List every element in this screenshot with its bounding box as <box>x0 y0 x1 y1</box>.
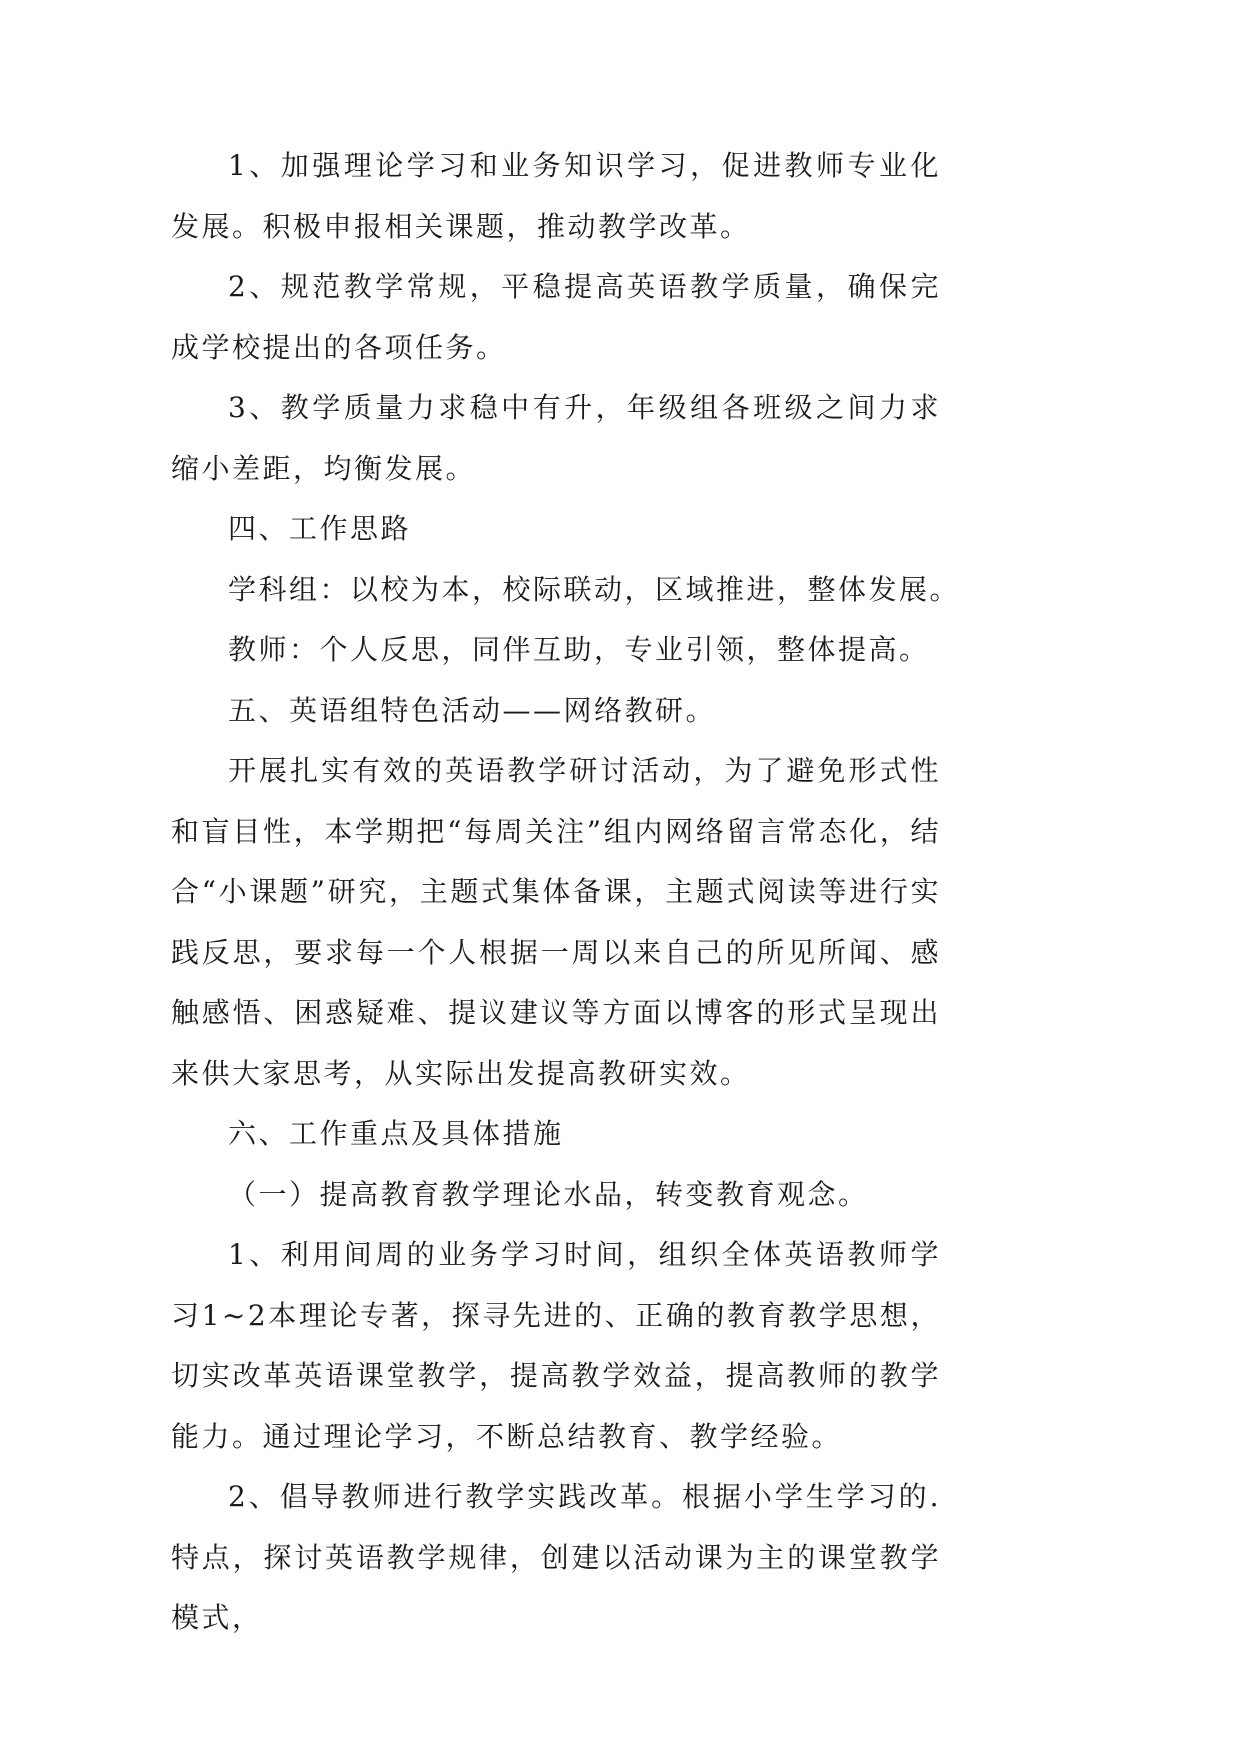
section-heading-work-approach: 四、工作思路 <box>228 512 412 545</box>
paragraph-goal-1: 1、加强理论学习和业务知识学习，促进教师专业化发展。积极申报相关课题，推动教学改革。 <box>171 149 941 243</box>
section-heading-special-activity: 五、英语组特色活动——网络教研。 <box>228 693 717 727</box>
paragraph-measure-2: 2、倡导教师进行教学实践改革。根据小学生学习的.特点，探讨英语教学规律，创建以活动课为主的课堂教学模式， <box>171 1480 941 1634</box>
paragraph-online-research: 开展扎实有效的英语教学研讨活动，为了避免形式性和盲目性，本学期把“每周关注”组内网络留言常态化，结合“小课题”研究，主题式集体备课，主题式阅读等进行实践反思，要求每一个人根据一周以来自己的所见所闻、感触感悟、困惑疑难、提议建议等方面以博客的形式呈现出来供大家思考，从实际出发提高教研实效。 <box>171 754 941 1090</box>
paragraph-goal-3: 3、教学质量力求稳中有升，年级组各班级之间力求缩小差距，均衡发展。 <box>171 391 941 485</box>
section-heading-key-measures: 六、工作重点及具体措施 <box>228 1117 564 1150</box>
document-body <box>171 136 961 1649</box>
paragraph-teachers: 教师：个人反思，同伴互助，专业引领，整体提高。 <box>228 633 930 666</box>
subsection-heading-theory: （一）提高教育教学理论水品，转变教育观念。 <box>228 1177 869 1211</box>
paragraph-subject-group: 学科组：以校为本，校际联动，区域推进，整体发展。 <box>228 572 961 606</box>
paragraph-measure-1: 1、利用间周的业务学习时间，组织全体英语教师学习1~2本理论专著，探寻先进的、正确的教育教学思想，切实改革英语课堂教学，提高教学效益，提高教师的教学能力。通过理论学习，不断总结教育、教学经验。 <box>171 1238 941 1453</box>
paragraph-goal-2: 2、规范教学常规，平稳提高英语教学质量，确保完成学校提出的各项任务。 <box>171 270 941 364</box>
